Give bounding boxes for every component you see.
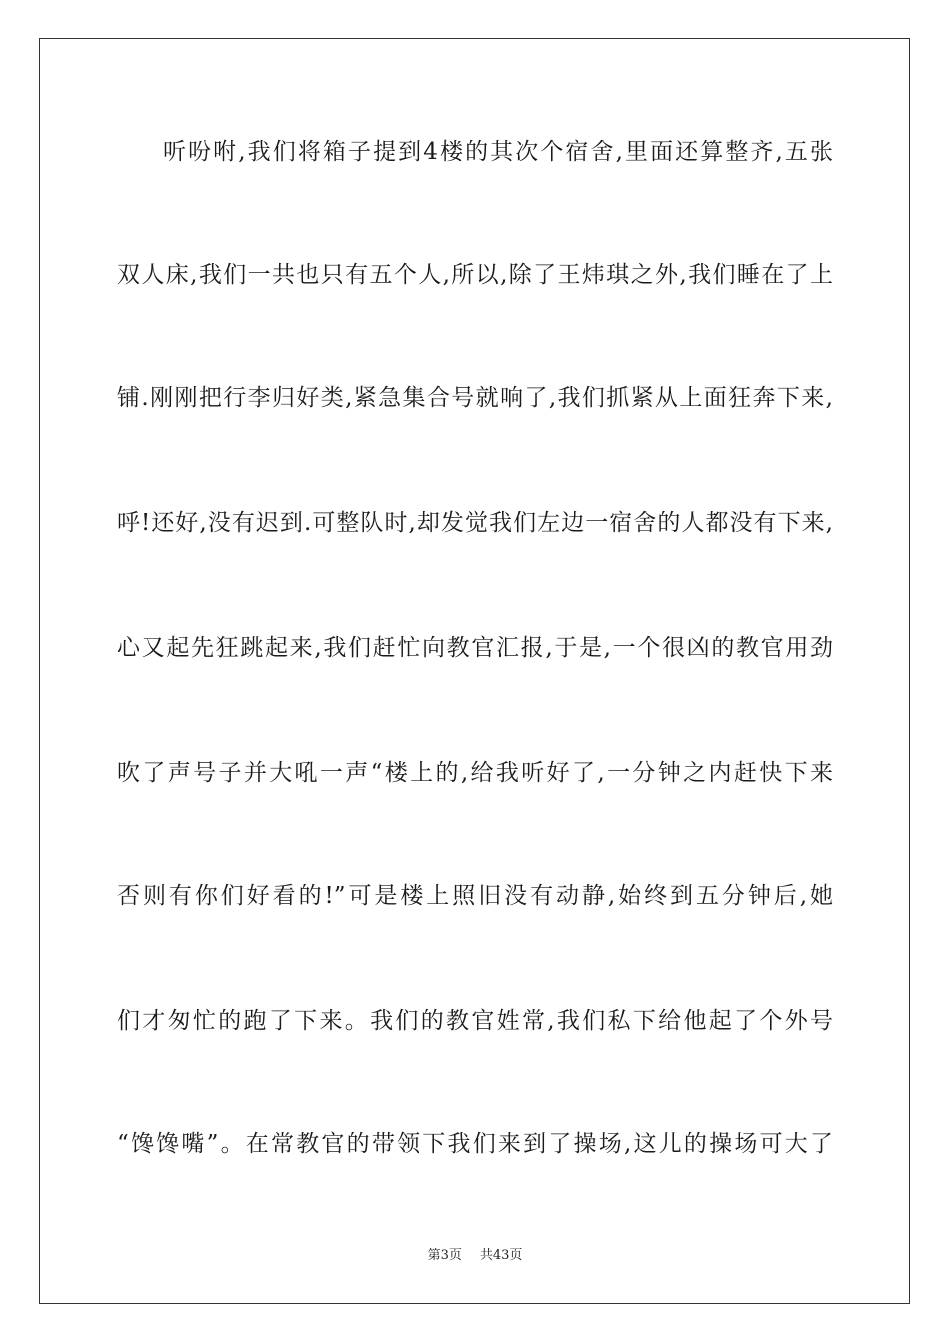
paragraph-line: 呼!还好,没有迟到.可整队时,却发觉我们左边一宿舍的人都没有下来, bbox=[117, 510, 833, 536]
page-border bbox=[39, 38, 910, 1304]
paragraph-line: 听吩咐,我们将箱子提到4楼的其次个宿舍,里面还算整齐,五张 bbox=[163, 139, 833, 165]
page-number-total: 共43页 bbox=[479, 1248, 523, 1263]
paragraph-line: 铺.刚刚把行李归好类,紧急集合号就响了,我们抓紧从上面狂奔下来, bbox=[117, 385, 833, 411]
page-number-current: 第3页 bbox=[427, 1248, 462, 1263]
paragraph-line: 否则有你们好看的!”可是楼上照旧没有动静,始终到五分钟后,她 bbox=[117, 883, 833, 909]
paragraph-line: 双人床,我们一共也只有五个人,所以,除了王炜琪之外,我们睡在了上 bbox=[117, 262, 833, 288]
paragraph-line: 吹了声号子并大吼一声“楼上的,给我听好了,一分钟之内赶快下来 bbox=[117, 760, 833, 786]
paragraph-line: 心又起先狂跳起来,我们赶忙向教官汇报,于是,一个很凶的教官用劲 bbox=[117, 635, 833, 661]
paragraph-line: “馋馋嘴”。在常教官的带领下我们来到了操场,这儿的操场可大了 bbox=[117, 1131, 833, 1157]
paragraph-line: 们才匆忙的跑了下来。我们的教官姓常,我们私下给他起了个外号 bbox=[117, 1008, 833, 1034]
page-footer bbox=[0, 1248, 950, 1264]
